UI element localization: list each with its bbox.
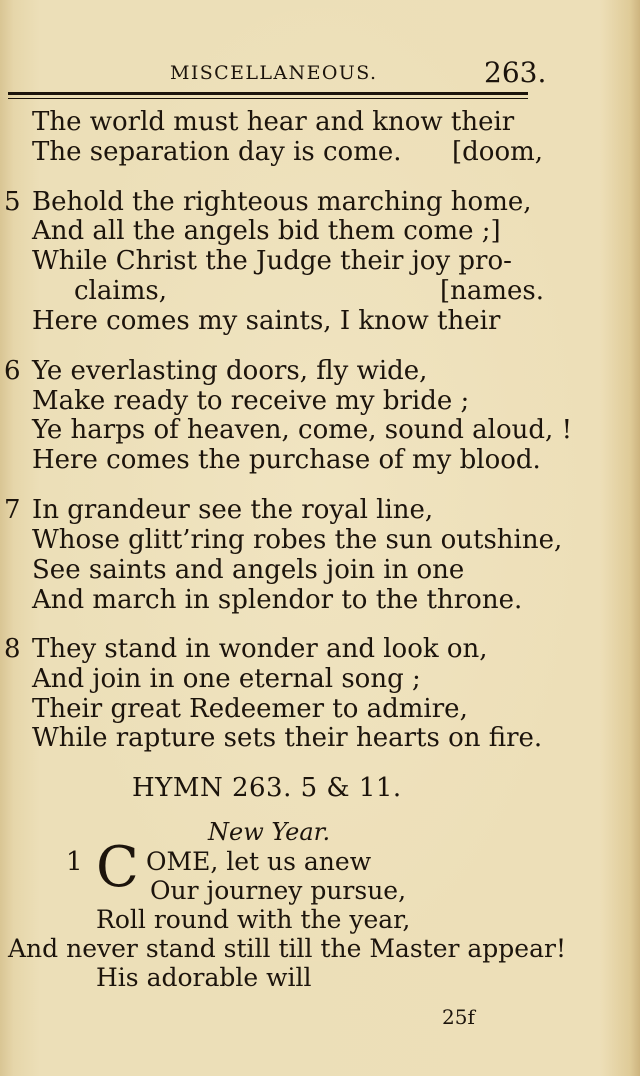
verse-line: While rapture sets their hearts on fire. <box>32 723 543 753</box>
verse-line: Ye everlasting doors, fly wide, <box>32 356 428 386</box>
page-header <box>0 54 640 90</box>
verse-line: See saints and angels join in one <box>32 555 465 585</box>
header-rule-thin <box>8 98 528 99</box>
verse-line: Ye harps of heaven, come, sound aloud, ! <box>32 415 573 445</box>
verse-line: Here comes the purchase of my blood. <box>32 445 541 475</box>
signature-mark: 25f <box>442 1005 475 1029</box>
page-number: 263. <box>484 56 547 89</box>
verse-line: And join in one eternal song ; <box>32 664 421 694</box>
verse-line-turnover: [doom, <box>452 137 544 167</box>
verse-line: In grandeur see the royal line, <box>32 495 434 525</box>
stanza-number: 5 <box>4 187 21 217</box>
verse-line: Their great Redeemer to admire, <box>32 694 468 724</box>
verse-line: They stand in wonder and look on, <box>32 634 488 664</box>
verse-line: Make ready to receive my bride ; <box>32 386 470 416</box>
verse-line: The world must hear and know their <box>32 107 515 137</box>
verse-line: Roll round with the year, <box>96 905 411 934</box>
verse-line: claims, <box>74 276 167 306</box>
stanza-number: 8 <box>4 634 21 664</box>
running-head: MISCELLANEOUS. <box>170 62 378 84</box>
hymn-title: HYMN 263. 5 & 11. <box>132 773 402 803</box>
stanza-number: 7 <box>4 495 21 525</box>
verse-line: And never stand still till the Master appear! <box>8 934 567 963</box>
verse-line: Whose glitt’ring robes the sun outshine, <box>32 525 563 555</box>
verse-line-turnover: [names. <box>440 276 545 306</box>
tune-name: New Year. <box>208 818 331 846</box>
verse-line: And march in splendor to the throne. <box>32 585 523 615</box>
verse-line: The separation day is come. <box>32 137 402 167</box>
stanza-number: 6 <box>4 356 21 386</box>
stanza-number: 1 <box>66 847 83 877</box>
verse-line: Our journey pursue, <box>150 876 407 905</box>
verse-line: Behold the righteous marching home, <box>32 187 532 217</box>
verse-line: OME, let us anew <box>146 847 372 876</box>
verse-line: While Christ the Judge their joy pro- <box>32 246 512 276</box>
drop-cap: C <box>96 835 139 900</box>
verse-line: And all the angels bid them come ;] <box>32 216 501 246</box>
verse-line: His adorable will <box>96 963 312 992</box>
header-rule <box>8 92 528 95</box>
verse-line: Here comes my saints, I know their <box>32 306 501 336</box>
